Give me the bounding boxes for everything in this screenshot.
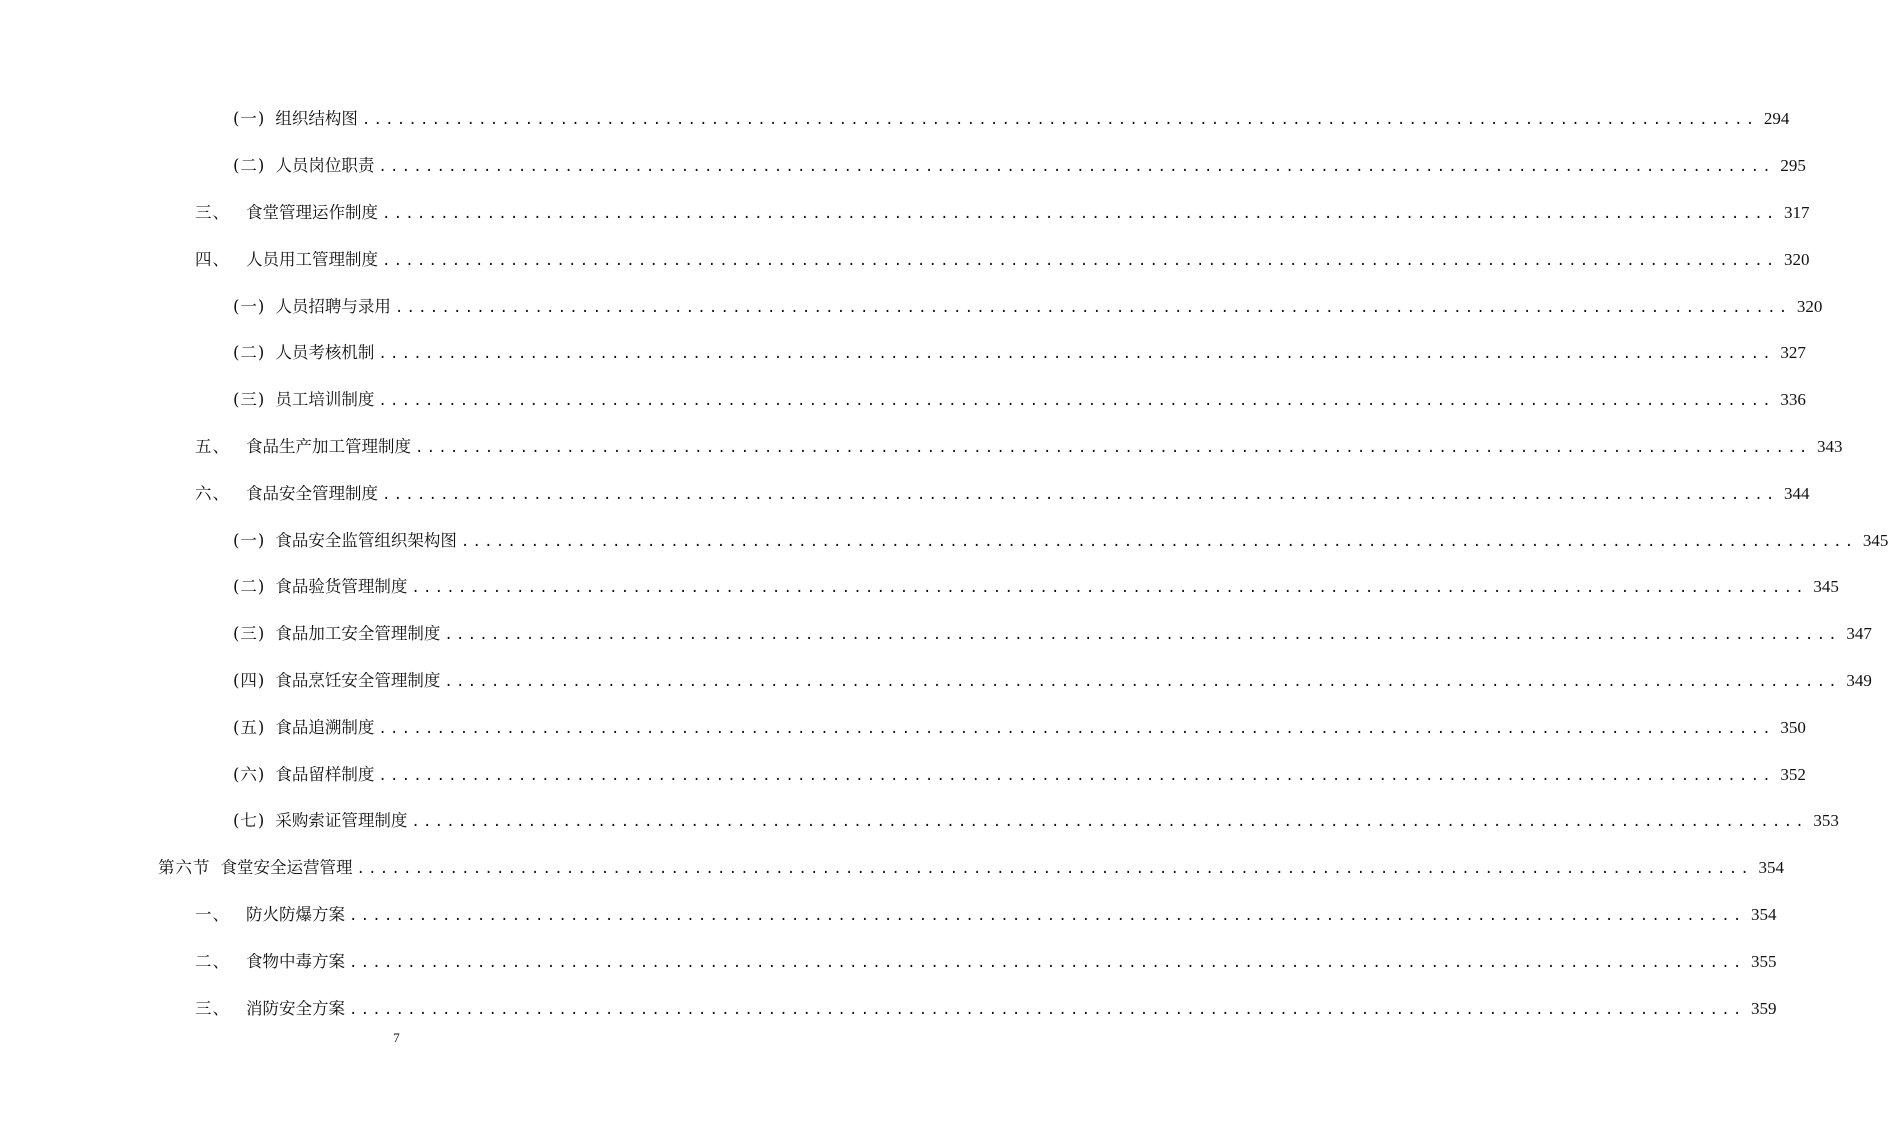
toc-entry[interactable] [0, 704, 1806, 751]
toc-entry[interactable] [0, 283, 1823, 330]
dot-leader: ........................................................................................................................ [378, 346, 1774, 363]
toc-entry-number: (一) [233, 530, 266, 550]
dot-leader: ........................................................................................................................ [349, 1001, 1745, 1018]
toc-entry-title: 员工培训制度 [275, 390, 375, 410]
toc-entry[interactable] [0, 798, 1839, 845]
toc-entry-page: 343 [1816, 436, 1843, 456]
dot-leader: ........................................................................................................................ [349, 907, 1745, 924]
toc-entry[interactable] [0, 470, 1810, 517]
toc-entry-title: 食品加工安全管理制度 [275, 624, 441, 644]
toc-entry-page: 352 [1780, 764, 1806, 784]
dot-leader: ........................................................................................................................ [378, 159, 1774, 176]
toc-entry-page: 344 [1783, 483, 1810, 503]
toc-entry[interactable] [0, 845, 1784, 892]
toc-entry[interactable] [0, 96, 1790, 143]
toc-entry-page: 359 [1750, 998, 1777, 1018]
toc-entry[interactable] [0, 517, 1888, 564]
toc-entry-title: 食品烹饪安全管理制度 [275, 670, 441, 690]
toc-entry-title: 人员招聘与录用 [275, 296, 391, 316]
toc-entry-number: (三) [233, 390, 266, 410]
toc-entry[interactable] [0, 892, 1777, 939]
toc-entry-page: 320 [1796, 296, 1823, 316]
toc-entry-number: 三、 [195, 202, 230, 222]
toc-entry-title: 食物中毒方案 [246, 951, 345, 971]
dot-leader: ........................................................................................................................ [382, 486, 1778, 503]
dot-leader: ........................................................................................................................ [361, 112, 1758, 129]
dot-leader: ........................................................................................................................ [411, 814, 1807, 831]
toc-entry[interactable] [0, 658, 1872, 705]
dot-leader: ........................................................................................................................ [444, 627, 1840, 644]
toc-entry-title: 消防安全方案 [246, 998, 345, 1018]
dot-leader: ........................................................................................................................ [356, 861, 1752, 878]
toc-entry[interactable] [0, 938, 1777, 985]
toc-entry-title: 食品安全监管组织架构图 [275, 530, 457, 550]
toc-entry-page: 345 [1813, 577, 1839, 597]
toc-entry-number: 四、 [195, 249, 230, 269]
toc-entry-number: (四) [233, 670, 266, 690]
toc-entry[interactable] [0, 236, 1810, 283]
dot-leader: ........................................................................................................................ [415, 439, 1811, 456]
dot-leader: ........................................................................................................................ [444, 673, 1840, 690]
toc-entry-number: (一) [233, 109, 266, 129]
toc-entry-title: 食品生产加工管理制度 [246, 436, 411, 456]
toc-entry-page: 355 [1750, 951, 1777, 971]
toc-entry-page: 294 [1763, 109, 1790, 129]
dot-leader: ........................................................................................................................ [378, 767, 1774, 784]
toc-entry-title: 人员用工管理制度 [246, 249, 378, 269]
toc-entry-title: 食品追溯制度 [275, 717, 375, 737]
toc-entry[interactable] [0, 985, 1777, 1032]
toc-entry-number: (七) [233, 811, 266, 831]
toc-entry[interactable] [0, 190, 1810, 237]
toc-entry-number: 二、 [195, 951, 230, 971]
toc-entry-title: 食堂安全运营管理 [220, 858, 353, 878]
toc-entry-title: 组织结构图 [275, 109, 358, 129]
toc-entry-page: 347 [1846, 624, 1872, 644]
toc-entry-title: 人员考核机制 [275, 343, 375, 363]
toc-entry-title: 食品验货管理制度 [275, 577, 408, 597]
toc-entry-title: 食品安全管理制度 [246, 483, 378, 503]
toc-entry[interactable] [0, 751, 1806, 798]
toc-entry-page: 336 [1780, 390, 1806, 410]
toc-entry-page: 327 [1780, 343, 1806, 363]
toc-entry-title: 人员岗位职责 [275, 156, 375, 176]
toc-entry-page: 349 [1846, 670, 1872, 690]
toc-entry-number: 六、 [195, 483, 230, 503]
dot-leader: ........................................................................................................................ [378, 720, 1774, 737]
toc-entry-page: 320 [1783, 249, 1810, 269]
toc-entry-page: 350 [1780, 717, 1806, 737]
toc-entry-title: 采购索证管理制度 [275, 811, 408, 831]
toc-entry[interactable] [0, 330, 1806, 377]
toc-entry-number: (二) [233, 156, 266, 176]
toc-entry-page: 354 [1750, 904, 1777, 924]
toc-entry-page: 295 [1780, 156, 1806, 176]
toc-entry-title: 防火防爆方案 [246, 904, 345, 924]
dot-leader: ........................................................................................................................ [382, 252, 1778, 269]
toc-entry-number: (一) [233, 296, 266, 316]
toc-entry-number: (六) [233, 764, 266, 784]
page-number: 7 [393, 1030, 400, 1045]
toc-entry-page: 353 [1813, 811, 1839, 831]
toc-entry-page: 317 [1783, 202, 1810, 222]
dot-leader: ........................................................................................................................ [349, 954, 1745, 971]
dot-leader: ........................................................................................................................ [382, 205, 1778, 222]
toc-entry-number: 五、 [195, 436, 230, 456]
toc-entry-title: 食品留样制度 [275, 764, 375, 784]
dot-leader: ........................................................................................................................ [411, 580, 1807, 597]
toc-entry-title: 食堂管理运作制度 [246, 202, 378, 222]
toc-entry-number: 一、 [195, 904, 230, 924]
dot-leader: ........................................................................................................................ [378, 393, 1774, 410]
toc-entry-page: 354 [1758, 858, 1784, 878]
toc-entry-number: (三) [233, 624, 266, 644]
toc-entry[interactable] [0, 564, 1839, 611]
toc-entry-page: 345 [1862, 530, 1888, 550]
toc-entry[interactable] [0, 143, 1806, 190]
toc-entry[interactable] [0, 377, 1806, 424]
dot-leader: ........................................................................................................................ [394, 299, 1791, 316]
table-of-contents [0, 96, 1888, 1032]
toc-entry-number: 三、 [195, 998, 230, 1018]
dot-leader: ........................................................................................................................ [460, 533, 1857, 550]
toc-entry-number: (二) [233, 577, 266, 597]
toc-entry[interactable] [0, 611, 1872, 658]
toc-entry-number: (五) [233, 717, 266, 737]
toc-entry-number: (二) [233, 343, 266, 363]
toc-entry[interactable] [0, 424, 1843, 471]
toc-entry-number: 第六节 [158, 858, 211, 878]
